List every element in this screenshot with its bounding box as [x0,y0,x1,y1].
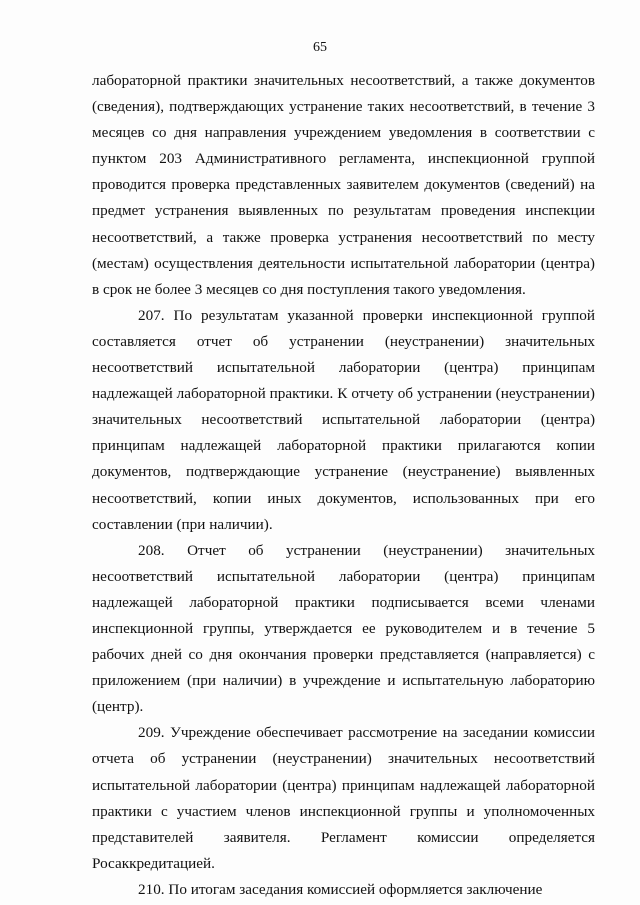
paragraph-210: 210. По итогам заседания комиссией оформляется заключение [138,880,543,898]
page-number: 65 [313,40,327,55]
paragraph-209: 209. Учреждение обеспечивает рассмотрение на заседании комиссии отчета об устранении (неустранении) значительных несоответствий испытательной лаборатории (центра) принципам надлежащей лабораторной практики с участием членов инспекционной группы и уполномоченных представителей заявителя. Регламент комиссии определяется Росаккредитацией. [92,724,595,872]
document-body [92,68,595,903]
paragraph-207: 207. По результатам указанной проверки инспекционной группой составляется отчет об устранении (неустранении) значительных несоответствий испытательной лаборатории (центра) принципам надлежащей лабораторной практики. К отчету об устранении (неустранении) значительных несоответствий испытательной лаборатории (центра) принципам надлежащей лабораторной практики прилагаются копии документов, подтверждающие устранение (неустранение) выявленных несоответствий, копии иных документов, использованных при его составлении (при наличии). [92,306,595,533]
paragraph-208: 208. Отчет об устранении (неустранении) значительных несоответствий испытательной лаборатории (центра) принципам надлежащей лабораторной практики подписывается всеми членами инспекционной группы, утверждается ее руководителем и в течение 5 рабочих дней со дня окончания проверки представляется (направляется) с приложением (при наличии) в учреждение и испытательную лабораторию (центр). [92,541,595,716]
paragraph-continuation: лабораторной практики значительных несоответствий, а также документов (сведения), подтверждающих устранение таких несоответствий, в течение 3 месяцев со дня направления учреждением уведомления в соответствии с пунктом 203 Административного регламента, инспекционной группой проводится проверка представленных заявителем документов (сведений) на предмет устранения выявленных по результатам проведения инспекции несоответствий, а также проверка устранения несоответствий по месту (местам) осуществления деятельности испытательной лаборатории (центра) в срок не более 3 месяцев со дня поступления такого уведомления. [92,72,595,298]
